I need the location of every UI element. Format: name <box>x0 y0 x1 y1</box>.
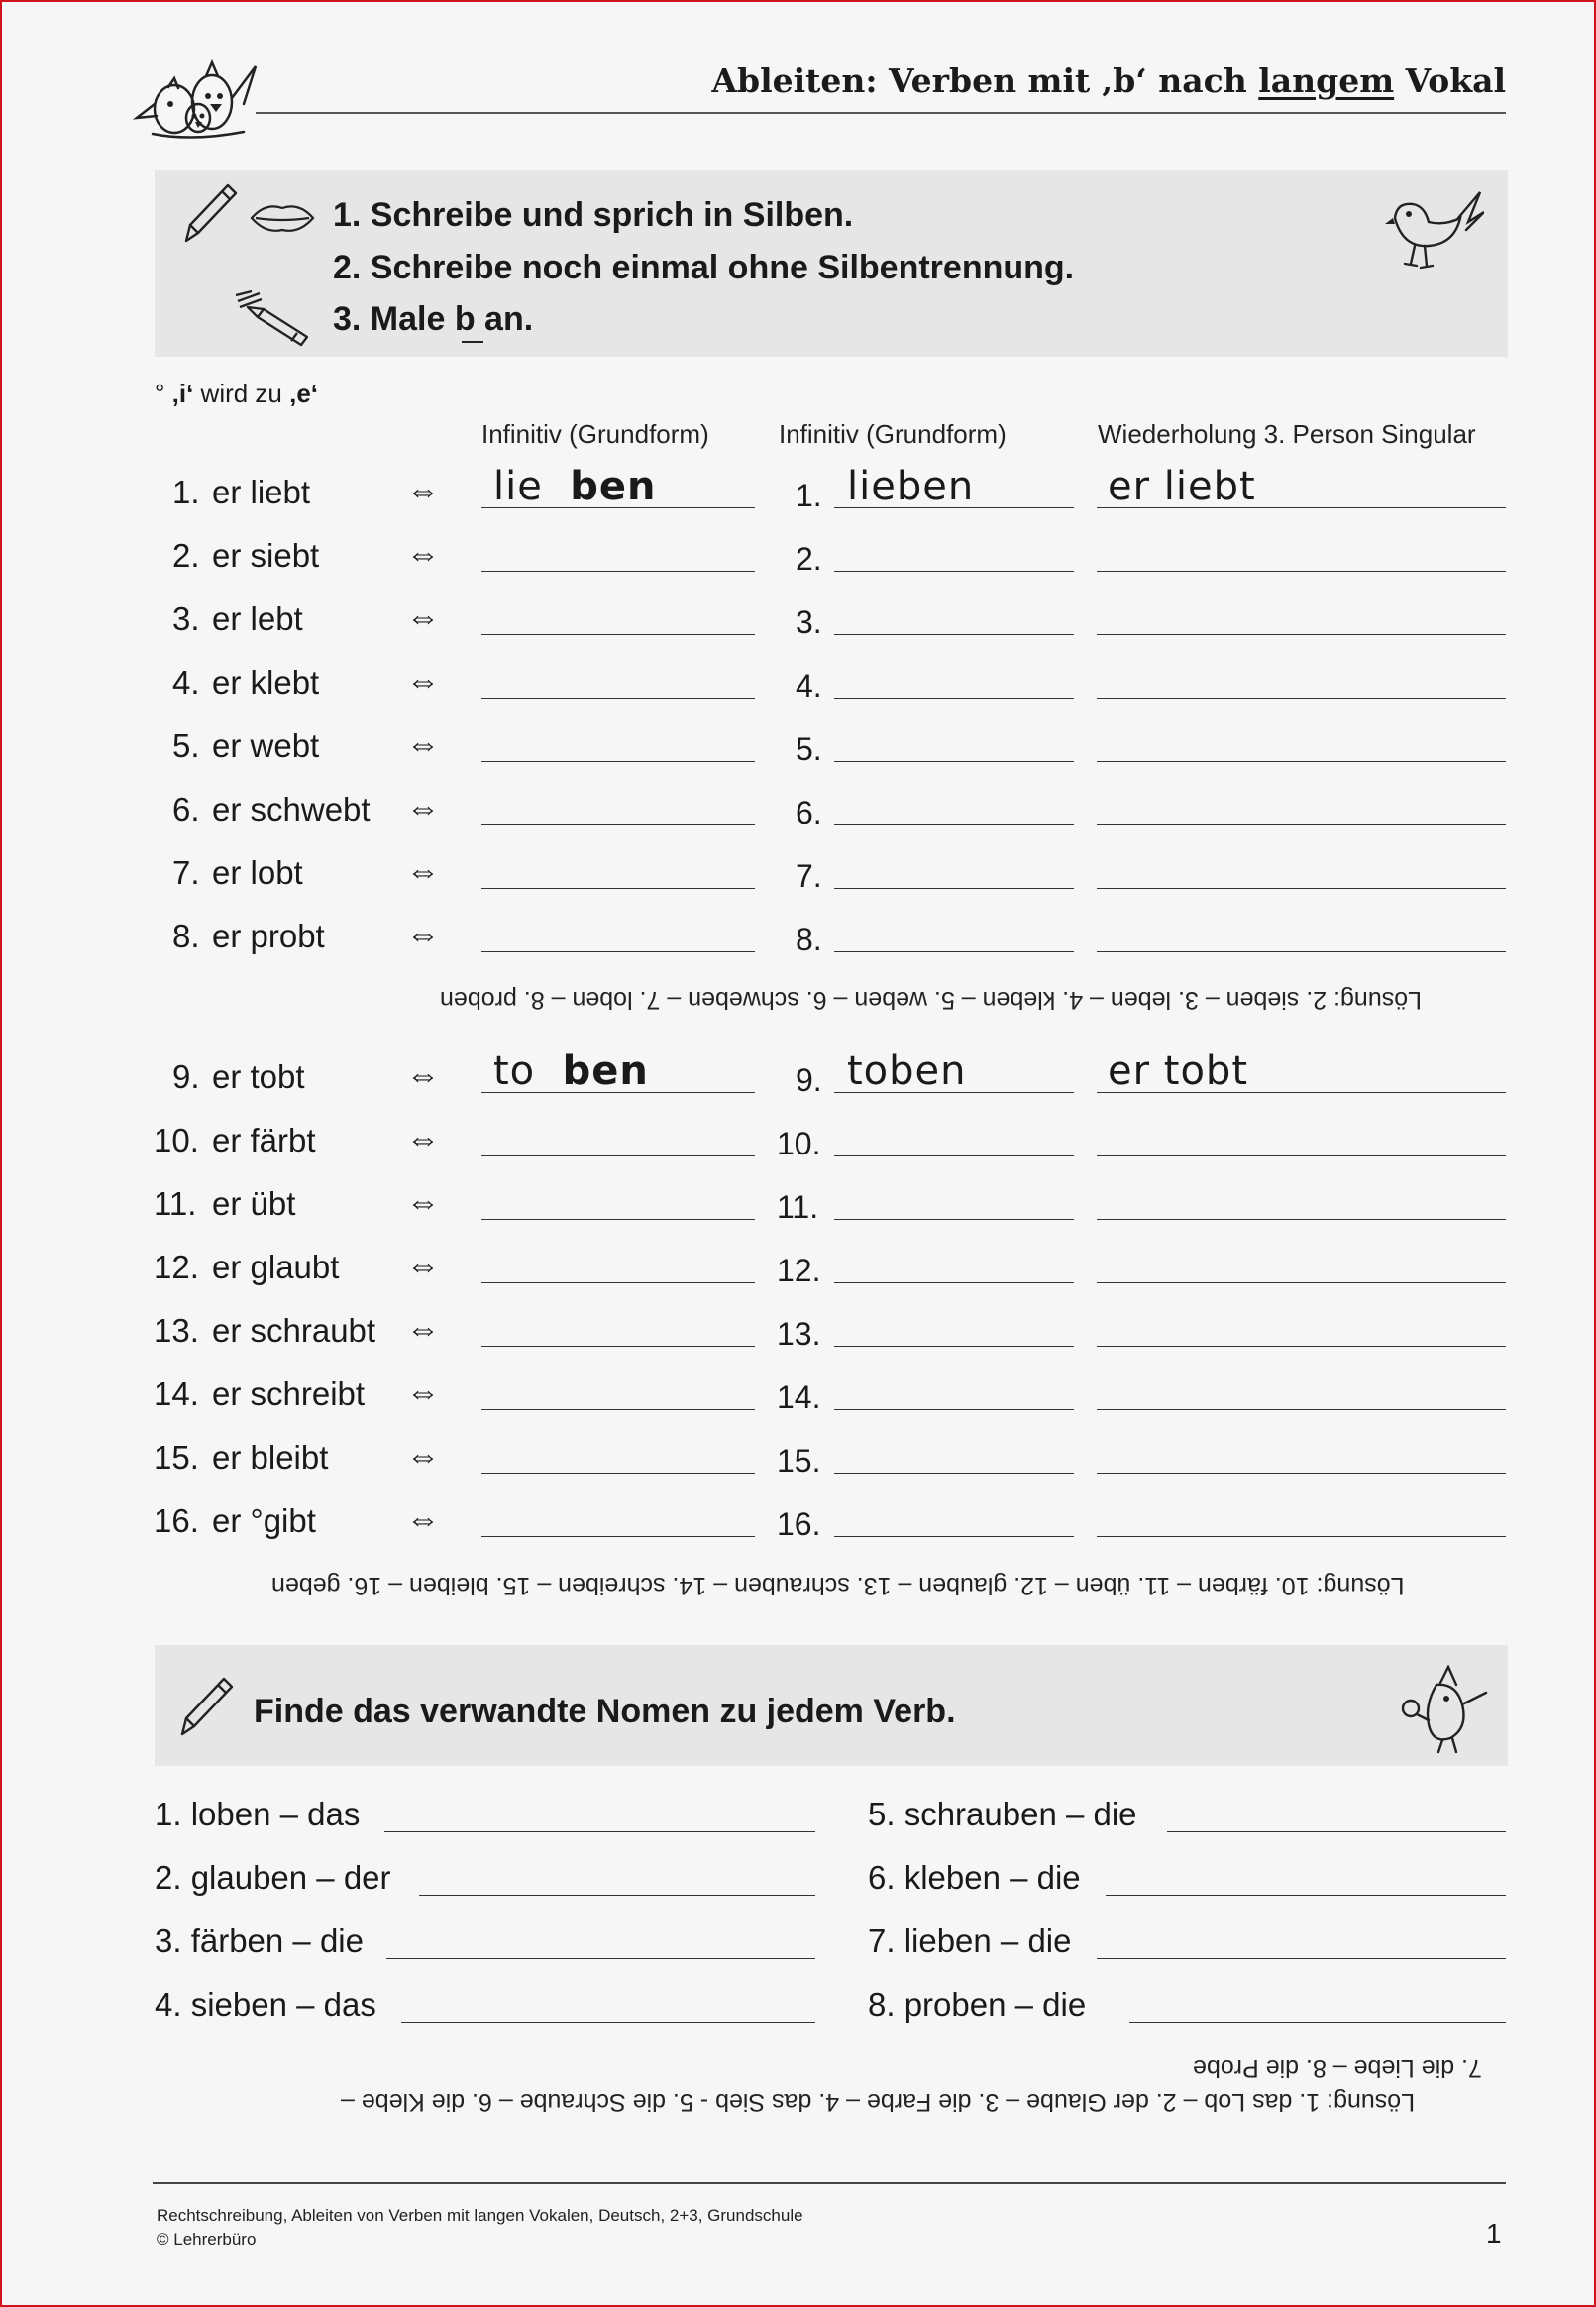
equivalence-arrow: ⇔ <box>406 472 440 509</box>
row-number: 13. <box>154 1312 199 1349</box>
instruction-3: 3. Male b an. <box>333 300 534 338</box>
example-repetition-1: er liebt <box>1108 464 1256 509</box>
example-syllables-1: lie ben <box>493 464 657 509</box>
noun-prompt-left: 2. glauben – der <box>155 1859 391 1896</box>
repetition-blank[interactable] <box>1097 1219 1506 1220</box>
syllable-blank[interactable] <box>481 634 755 635</box>
solution-2: Lösung: 10. färben – 11. üben – 12. glauben – 13. schrauben – 14. schreiben – 15. bleiben – 16. geben <box>271 1572 1405 1599</box>
equivalence-arrow: ⇔ <box>406 662 440 700</box>
answer-number: 6. <box>796 795 822 830</box>
column-header-3: Wiederholung 3. Person Singular <box>1098 419 1476 449</box>
row-number: 15. <box>154 1439 199 1476</box>
equivalence-arrow: ⇔ <box>406 599 440 636</box>
answer-number: 9. <box>796 1062 822 1098</box>
verb-text: er webt <box>212 727 320 764</box>
repetition-blank[interactable] <box>1097 698 1506 699</box>
row-number: 8. <box>172 918 200 954</box>
page-number: 1 <box>1486 2218 1502 2249</box>
page-title: Ableiten: Verben mit ‚b‘ nach langem Vokal <box>711 61 1506 100</box>
equivalence-arrow: ⇔ <box>406 1247 440 1284</box>
answer-number: 8. <box>796 922 822 957</box>
syllable-blank[interactable] <box>481 951 755 952</box>
repetition-blank[interactable] <box>1097 761 1506 762</box>
solution-3-line-2: 7. die Liebe – 8. die Probe <box>1193 2054 1482 2082</box>
infinitive-blank[interactable] <box>834 634 1074 635</box>
noun-blank[interactable] <box>1106 1895 1506 1896</box>
equivalence-arrow: ⇔ <box>406 916 440 953</box>
syllable-blank[interactable] <box>481 1155 755 1156</box>
syllable-blank[interactable] <box>481 1409 755 1410</box>
repetition-blank[interactable] <box>1097 1473 1506 1474</box>
repetition-blank[interactable] <box>1097 951 1506 952</box>
answer-number: 12. <box>777 1253 821 1288</box>
infinitive-blank[interactable] <box>834 1473 1074 1474</box>
repetition-blank[interactable] <box>1097 1536 1506 1537</box>
syllable-blank[interactable] <box>481 824 755 825</box>
syllable-blank[interactable] <box>481 1282 755 1283</box>
row-number: 6. <box>172 791 200 827</box>
verb-text: er färbt <box>212 1122 316 1158</box>
syllable-blank[interactable] <box>481 761 755 762</box>
answer-number: 14. <box>777 1379 821 1415</box>
column-header-2: Infinitiv (Grundform) <box>779 419 1007 449</box>
repetition-blank[interactable] <box>1097 1282 1506 1283</box>
infinitive-blank[interactable] <box>834 698 1074 699</box>
syllable-blank[interactable] <box>481 1219 755 1220</box>
noun-prompt-right: 8. proben – die <box>868 1986 1087 2023</box>
infinitive-blank[interactable] <box>834 951 1074 952</box>
solution-3-line-1: Lösung: 1. das Lob – 2. der Glaube – 3. die Farbe – 4. das Sieb - 5. die Schraube – 6. die Klebe – <box>341 2088 1416 2116</box>
task2-instruction: Finde das verwandte Nomen zu jedem Verb. <box>254 1693 956 1730</box>
infinitive-blank[interactable] <box>834 824 1074 825</box>
noun-blank[interactable] <box>1129 2022 1506 2023</box>
instruction-2: 2. Schreibe noch einmal ohne Silbentrennung. <box>333 249 1075 286</box>
row-number: 10. <box>154 1122 199 1158</box>
birds-logo-icon <box>133 55 262 139</box>
noun-prompt-left: 3. färben – die <box>155 1922 364 1959</box>
infinitive-blank[interactable] <box>834 1536 1074 1537</box>
answer-number: 5. <box>796 731 822 767</box>
noun-prompt-right: 6. kleben – die <box>868 1859 1081 1896</box>
verb-text: er lebt <box>212 601 303 637</box>
verb-text: er lobt <box>212 854 303 891</box>
infinitive-blank[interactable] <box>834 571 1074 572</box>
verb-text: er tobt <box>212 1058 305 1095</box>
bird-magnifier-icon <box>1397 1665 1490 1754</box>
answer-number: 16. <box>777 1506 821 1542</box>
noun-blank[interactable] <box>419 1895 815 1896</box>
noun-blank[interactable] <box>401 2022 815 2023</box>
equivalence-arrow: ⇔ <box>406 1056 440 1094</box>
equivalence-arrow: ⇔ <box>406 852 440 890</box>
verb-text: er übt <box>212 1185 296 1222</box>
answer-number: 13. <box>777 1316 821 1352</box>
equivalence-arrow: ⇔ <box>406 725 440 763</box>
verb-text: er klebt <box>212 664 320 701</box>
syllable-blank[interactable] <box>481 1473 755 1474</box>
verb-text: er siebt <box>212 537 320 574</box>
row-number: 1. <box>172 474 200 510</box>
verb-text: er schreibt <box>212 1375 366 1412</box>
answer-number: 11. <box>777 1189 819 1225</box>
equivalence-arrow: ⇔ <box>406 1183 440 1221</box>
example-infinitive-1: lieben <box>847 464 975 509</box>
infinitive-blank[interactable] <box>834 761 1074 762</box>
instruction-1: 1. Schreibe und sprich in Silben. <box>333 196 854 234</box>
verb-text: er probt <box>212 918 325 954</box>
infinitive-blank[interactable] <box>834 1219 1074 1220</box>
repetition-blank[interactable] <box>1097 571 1506 572</box>
note: ° ‚i‘ wird zu ‚e‘ <box>155 379 319 408</box>
solution-1: Lösung: 2. sieben – 3. leben – 4. kleben – 5. weben – 6. schweben – 7. loben – 8. proben <box>440 986 1423 1014</box>
bird-icon <box>1385 188 1484 272</box>
repetition-blank[interactable] <box>1097 1409 1506 1410</box>
syllable-blank[interactable] <box>481 698 755 699</box>
equivalence-arrow: ⇔ <box>406 1120 440 1157</box>
noun-prompt-right: 5. schrauben – die <box>868 1796 1137 1832</box>
answer-number: 15. <box>777 1443 821 1479</box>
row-number: 14. <box>154 1375 199 1412</box>
noun-blank[interactable] <box>386 1958 815 1959</box>
answer-number: 2. <box>796 541 822 577</box>
verb-text: er bleibt <box>212 1439 329 1476</box>
noun-prompt-left: 4. sieben – das <box>155 1986 376 2023</box>
answer-number: 7. <box>796 858 822 894</box>
verb-text: er °gibt <box>212 1502 316 1539</box>
noun-prompt-right: 7. lieben – die <box>868 1922 1072 1959</box>
infinitive-blank[interactable] <box>834 1409 1074 1410</box>
column-header-1: Infinitiv (Grundform) <box>481 419 709 449</box>
infinitive-blank[interactable] <box>834 1346 1074 1347</box>
footer-line-2: © Lehrerbüro <box>157 2230 257 2249</box>
row-number: 16. <box>154 1502 199 1539</box>
syllable-blank[interactable] <box>481 1346 755 1347</box>
syllable-blank[interactable] <box>481 1536 755 1537</box>
footer-line-1: Rechtschreibung, Ableiten von Verben mit langen Vokalen, Deutsch, 2+3, Grundschule <box>157 2206 803 2225</box>
answer-number: 10. <box>777 1126 821 1161</box>
row-number: 9. <box>172 1058 200 1095</box>
repetition-blank[interactable] <box>1097 634 1506 635</box>
equivalence-arrow: ⇔ <box>406 1437 440 1475</box>
row-number: 3. <box>172 601 200 637</box>
verb-text: er schraubt <box>212 1312 376 1349</box>
equivalence-arrow: ⇔ <box>406 1310 440 1348</box>
lips-icon <box>250 198 315 238</box>
syllable-blank[interactable] <box>481 888 755 889</box>
crayon-icon <box>234 289 317 349</box>
row-number: 12. <box>154 1249 199 1285</box>
equivalence-arrow: ⇔ <box>406 789 440 826</box>
answer-number: 1. <box>796 478 822 513</box>
pencil-icon <box>184 181 240 245</box>
repetition-blank[interactable] <box>1097 1155 1506 1156</box>
equivalence-arrow: ⇔ <box>406 1373 440 1411</box>
equivalence-arrow: ⇔ <box>406 1500 440 1538</box>
example-infinitive-2: toben <box>847 1048 967 1094</box>
repetition-blank[interactable] <box>1097 824 1506 825</box>
noun-blank[interactable] <box>1097 1958 1506 1959</box>
row-number: 11. <box>154 1185 197 1222</box>
verb-text: er liebt <box>212 474 311 510</box>
row-number: 7. <box>172 854 200 891</box>
row-number: 5. <box>172 727 200 764</box>
row-number: 4. <box>172 664 200 701</box>
verb-text: er schwebt <box>212 791 371 827</box>
repetition-blank[interactable] <box>1097 888 1506 889</box>
pencil-icon <box>180 1675 236 1738</box>
syllable-blank[interactable] <box>481 571 755 572</box>
noun-blank[interactable] <box>1167 1831 1506 1832</box>
answer-number: 4. <box>796 668 822 704</box>
b-underline <box>462 341 483 343</box>
title-rule <box>256 112 1506 114</box>
infinitive-blank[interactable] <box>834 1282 1074 1283</box>
infinitive-blank[interactable] <box>834 1155 1074 1156</box>
noun-blank[interactable] <box>384 1831 815 1832</box>
answer-number: 3. <box>796 604 822 640</box>
equivalence-arrow: ⇔ <box>406 535 440 573</box>
repetition-blank[interactable] <box>1097 1346 1506 1347</box>
example-syllables-2: to ben <box>493 1048 649 1094</box>
row-number: 2. <box>172 537 200 574</box>
footer-rule <box>153 2182 1506 2184</box>
verb-text: er glaubt <box>212 1249 340 1285</box>
example-repetition-2: er tobt <box>1108 1048 1248 1094</box>
noun-prompt-left: 1. loben – das <box>155 1796 361 1832</box>
infinitive-blank[interactable] <box>834 888 1074 889</box>
